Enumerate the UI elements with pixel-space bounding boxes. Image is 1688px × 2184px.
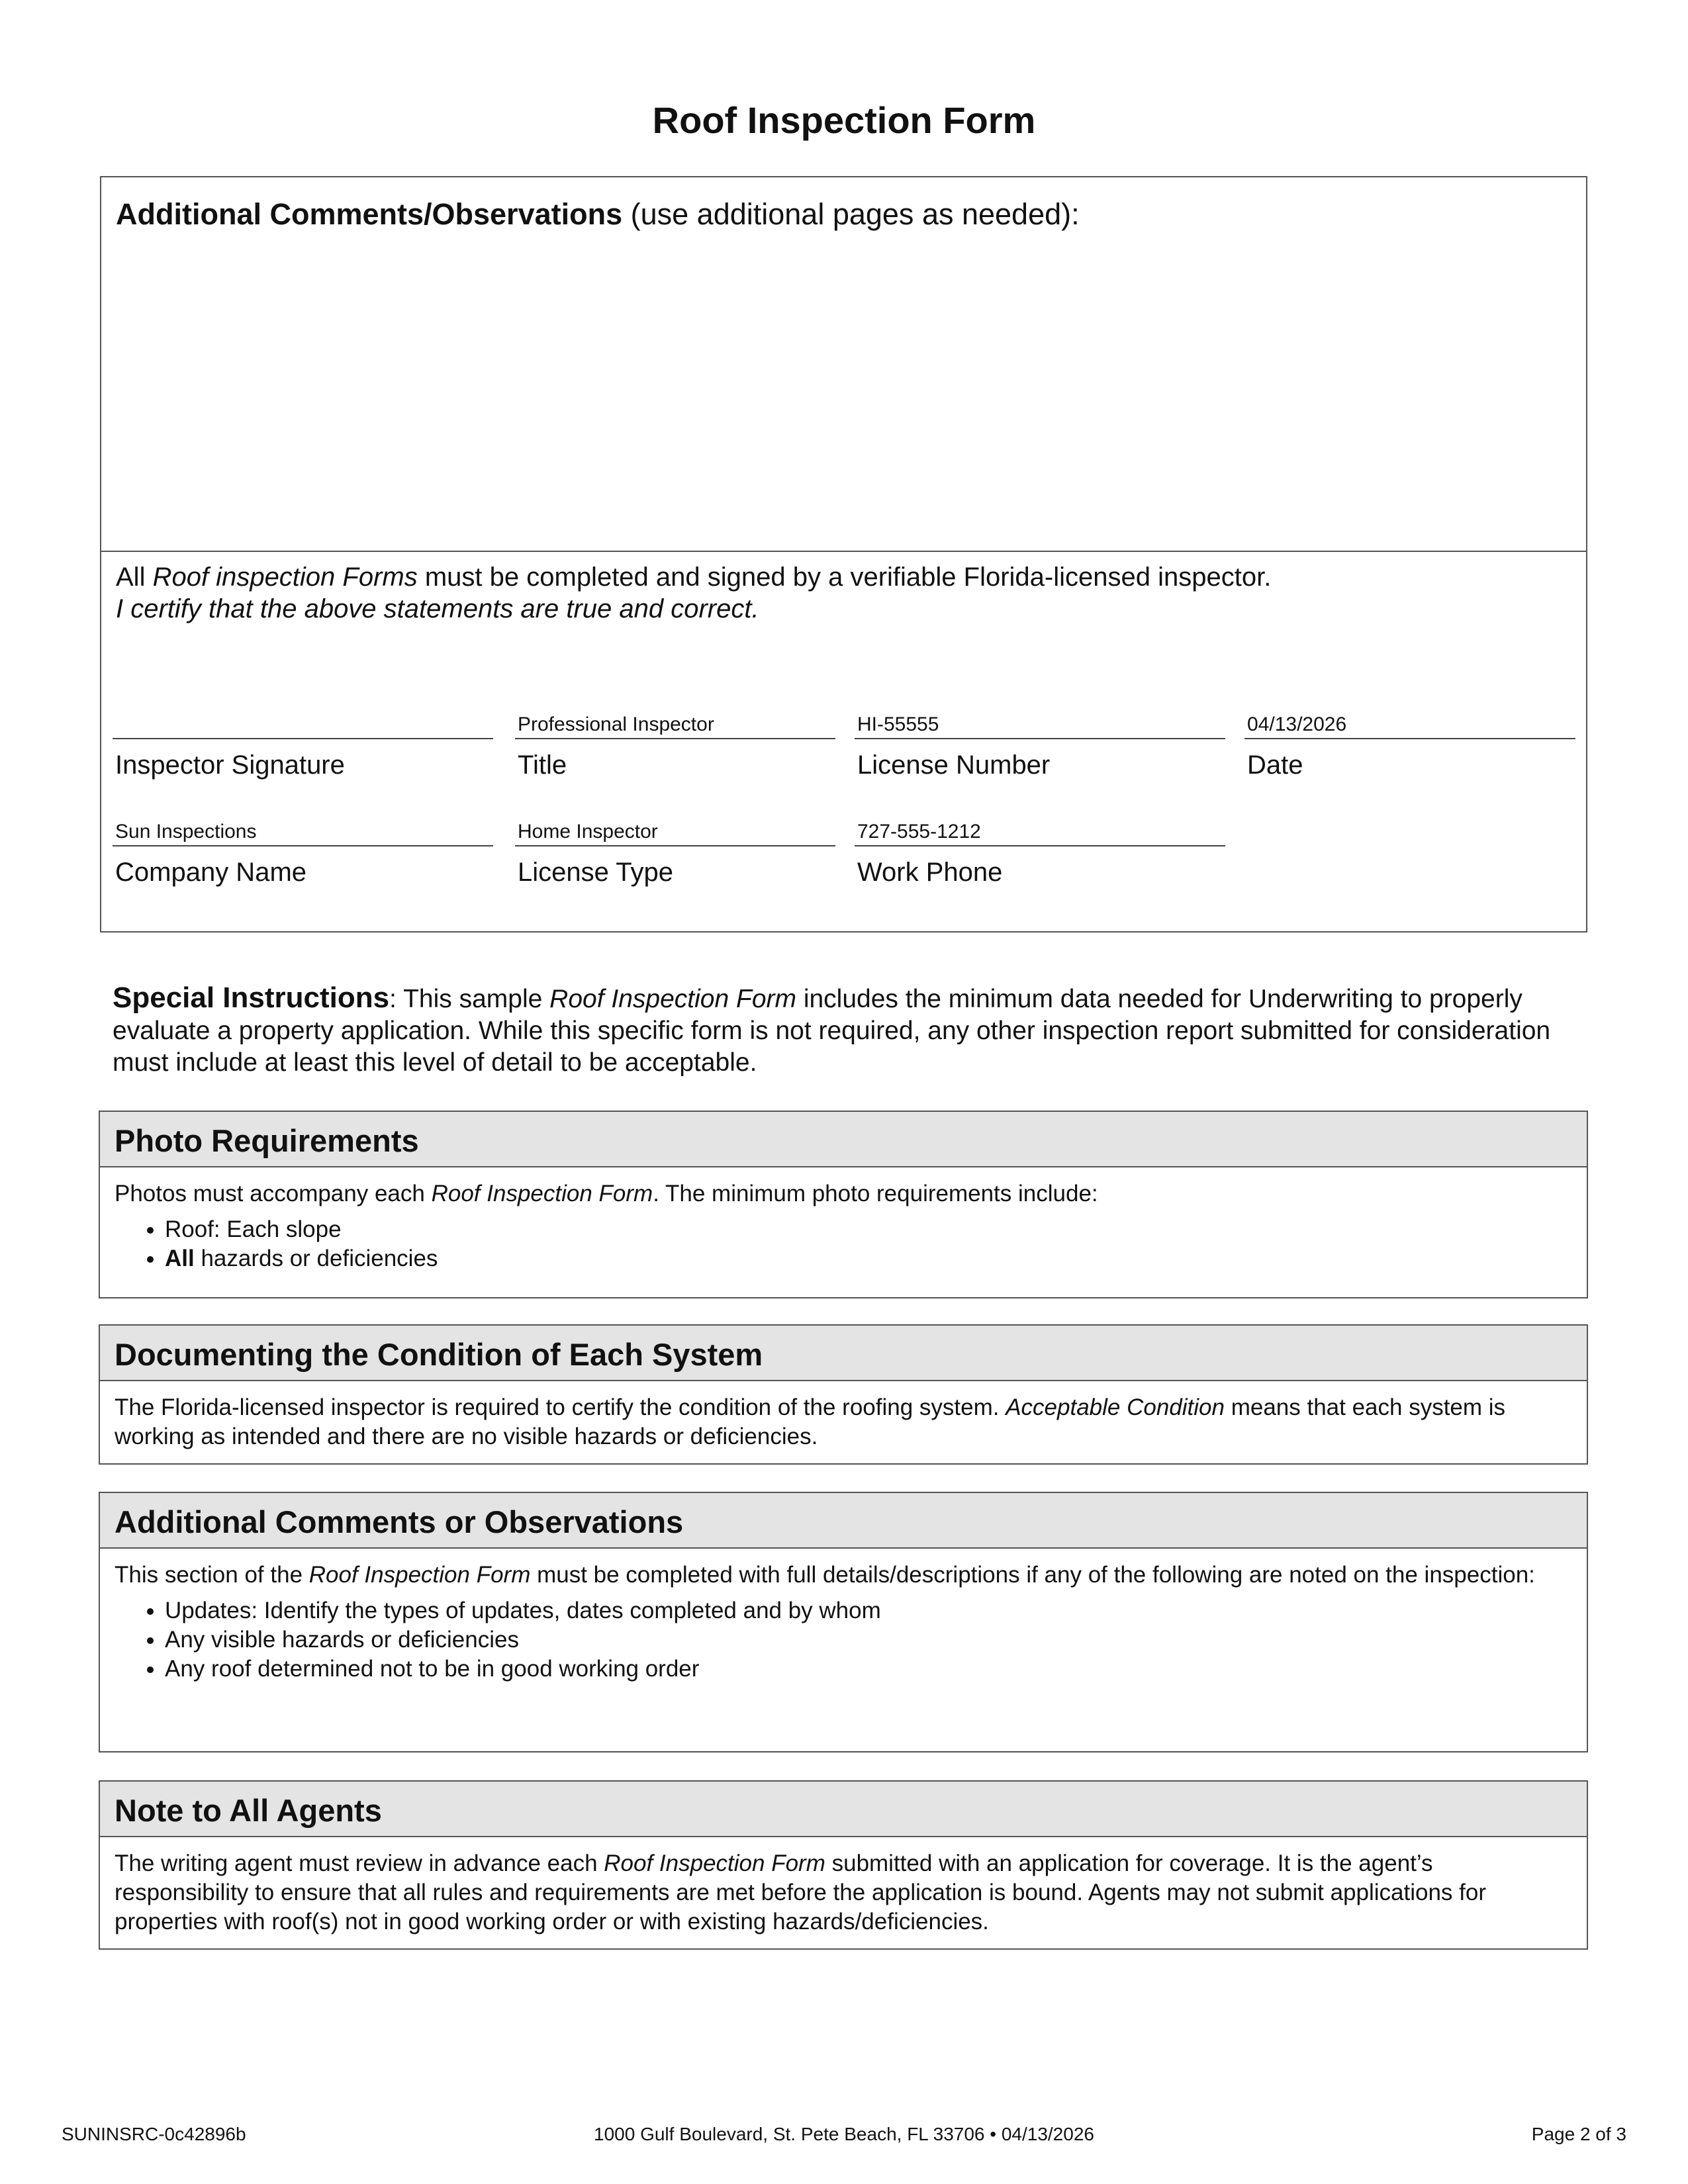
documenting-condition-heading: Documenting the Condition of Each System bbox=[100, 1326, 1587, 1381]
license-number-value: HI-55555 bbox=[857, 713, 939, 735]
date-line bbox=[1244, 738, 1575, 739]
photo-requirements-intro bbox=[115, 1179, 1572, 1208]
additional-comments-body bbox=[100, 1549, 1587, 1684]
agents-text-italic: Roof Inspection Form bbox=[604, 1850, 825, 1876]
photo-requirements-list bbox=[115, 1215, 1572, 1273]
certification-box bbox=[100, 176, 1587, 933]
license-type-line bbox=[515, 845, 835, 846]
list-item bbox=[165, 1244, 1572, 1273]
footer-page-number: Page 2 of 3 bbox=[1531, 2124, 1626, 2144]
documenting-condition-body bbox=[100, 1381, 1587, 1451]
title-value: Professional Inspector bbox=[518, 713, 714, 735]
agents-text-pre: The writing agent must review in advance each bbox=[115, 1850, 604, 1876]
company-name-value: Sun Inspections bbox=[115, 821, 257, 842]
note-to-agents-body bbox=[100, 1837, 1587, 1936]
company-name-line bbox=[113, 845, 493, 846]
cert-line1-post: must be completed and signed by a verifiable Florida-licensed inspector. bbox=[417, 563, 1272, 592]
footer-address: 1000 Gulf Boulevard, St. Pete Beach, FL 33706 • 04/13/2026 bbox=[594, 2124, 1094, 2144]
company-name-label: Company Name bbox=[115, 858, 307, 887]
special-instructions-post: includes the minimum data needed for Underwriting to properly evaluate a property application. While this specific form is not required, any other inspection report submitted for consideration must include at least this level of detail to be acceptable. bbox=[113, 985, 1551, 1077]
additional-intro-post: must be completed with full details/descriptions if any of the following are noted on the inspection: bbox=[530, 1562, 1535, 1588]
list-item: • Any visible hazards or deficiencies bbox=[165, 1625, 1572, 1655]
additional-comments-heading: Additional Comments or Observations bbox=[100, 1493, 1587, 1549]
list-item-bold: All bbox=[165, 1246, 195, 1271]
documenting-condition-section bbox=[99, 1324, 1588, 1465]
inspector-signature-label: Inspector Signature bbox=[115, 751, 345, 780]
license-number-label: License Number bbox=[857, 751, 1051, 780]
list-item-rest: hazards or deficiencies bbox=[194, 1246, 438, 1271]
work-phone-value: 727-555-1212 bbox=[857, 821, 981, 842]
special-instructions bbox=[113, 982, 1575, 1079]
photo-intro-pre: Photos must accompany each bbox=[115, 1181, 432, 1206]
certification-line-2: I certify that the above statements are true and correct. bbox=[116, 594, 759, 623]
title-label: Title bbox=[518, 751, 567, 780]
certification-line-1 bbox=[116, 561, 1271, 593]
signature-line bbox=[113, 738, 493, 739]
certification-statement bbox=[116, 561, 1271, 625]
agents-text-post: submitted with an application for coverage. It is the agent’s responsibility to ensure that all rules and requirements are met before the application is bound. Agents may not submit applications for properties with roof(s) not in good working order or with existing hazards/deficiencies. bbox=[115, 1850, 1486, 1934]
license-number-line bbox=[855, 738, 1225, 739]
license-type-value: Home Inspector bbox=[518, 821, 658, 842]
photo-requirements-body bbox=[100, 1167, 1587, 1273]
title-line bbox=[515, 738, 835, 739]
photo-intro-post: . The minimum photo requirements include: bbox=[653, 1181, 1098, 1206]
documenting-text-post: means that each system is working as intended and there are no visible hazards or deficiencies. bbox=[115, 1394, 1506, 1449]
documenting-text-italic: Acceptable Condition bbox=[1006, 1394, 1225, 1420]
additional-comments-list bbox=[115, 1596, 1572, 1684]
comments-heading-note: (use additional pages as needed): bbox=[622, 197, 1080, 231]
comments-area[interactable] bbox=[101, 177, 1586, 552]
cert-line1-pre: All bbox=[116, 563, 153, 592]
cert-line1-italic: Roof inspection Forms bbox=[152, 563, 418, 592]
work-phone-label: Work Phone bbox=[857, 858, 1003, 887]
note-to-agents-section bbox=[99, 1780, 1588, 1950]
note-to-agents-heading: Note to All Agents bbox=[100, 1782, 1587, 1837]
additional-comments-section bbox=[99, 1492, 1588, 1752]
additional-intro-italic: Roof Inspection Form bbox=[308, 1562, 531, 1588]
work-phone-line bbox=[855, 845, 1225, 846]
date-label: Date bbox=[1247, 751, 1303, 780]
footer-doc-id: SUNINSRC-0c42896b bbox=[62, 2124, 246, 2144]
form-title: Roof Inspection Form bbox=[652, 99, 1036, 141]
list-item: • Updates: Identify the types of updates, dates completed and by whom bbox=[165, 1596, 1572, 1625]
list-item: • Any roof determined not to be in good working order bbox=[165, 1655, 1572, 1684]
additional-comments-intro bbox=[115, 1561, 1572, 1590]
photo-requirements-section bbox=[99, 1111, 1588, 1298]
additional-intro-pre: This section of the bbox=[115, 1562, 309, 1588]
special-instructions-heading: Special Instructions bbox=[113, 981, 390, 1014]
list-item: • Roof: Each slope bbox=[165, 1215, 1572, 1244]
comments-heading bbox=[116, 196, 1080, 233]
special-instructions-pre: : This sample bbox=[389, 985, 550, 1013]
special-instructions-italic: Roof Inspection Form bbox=[549, 985, 796, 1013]
license-type-label: License Type bbox=[518, 858, 673, 887]
photo-intro-italic: Roof Inspection Form bbox=[431, 1181, 653, 1206]
documenting-text-pre: The Florida-licensed inspector is required to certify the condition of the roofing system. bbox=[115, 1394, 1006, 1420]
date-value: 04/13/2026 bbox=[1247, 713, 1347, 735]
comments-heading-bold: Additional Comments/Observations bbox=[116, 197, 623, 231]
photo-requirements-heading: Photo Requirements bbox=[100, 1112, 1587, 1167]
